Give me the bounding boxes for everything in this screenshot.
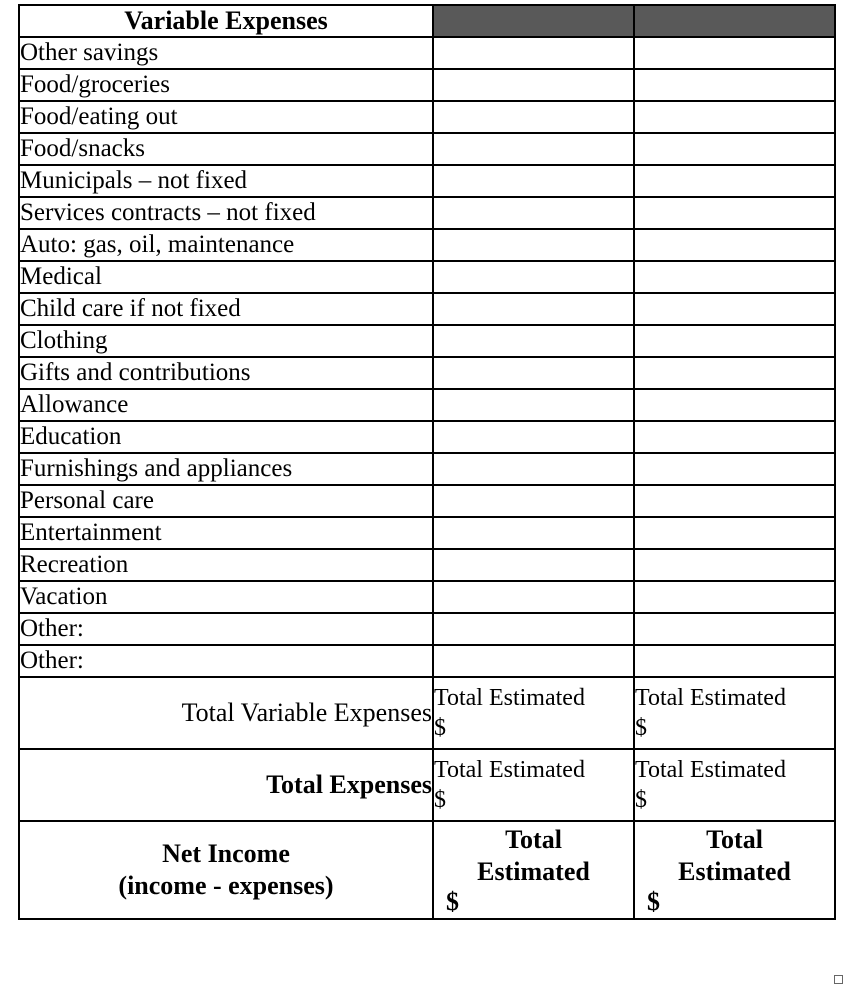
expense-row xyxy=(19,197,835,229)
expense-label: Medical xyxy=(19,261,433,293)
currency-symbol: $ xyxy=(434,787,446,813)
total-variable-row-label: Total Variable Expenses xyxy=(19,677,433,749)
expense-row xyxy=(19,133,835,165)
expense-label: Furnishings and appliances xyxy=(19,453,433,485)
total-estimated-cell[interactable] xyxy=(433,749,634,821)
estimate-cell-a[interactable] xyxy=(433,69,634,101)
total-estimated-label: Total Estimated xyxy=(635,685,786,711)
estimate-cell-a[interactable] xyxy=(433,357,634,389)
estimate-cell-a[interactable] xyxy=(433,37,634,69)
net-estimated-cell[interactable] xyxy=(433,821,634,919)
expense-row xyxy=(19,645,835,677)
currency-symbol: $ xyxy=(635,787,647,813)
expense-row xyxy=(19,485,835,517)
expense-row xyxy=(19,389,835,421)
expense-label: Municipals – not fixed xyxy=(19,165,433,197)
net-total-word: Total xyxy=(706,825,763,854)
expense-label: Entertainment xyxy=(19,517,433,549)
estimate-cell-a[interactable] xyxy=(433,293,634,325)
estimate-cell-b[interactable] xyxy=(634,389,835,421)
net-estimated-word: Estimated xyxy=(678,857,791,886)
estimate-cell-b[interactable] xyxy=(634,645,835,677)
expense-row xyxy=(19,69,835,101)
estimate-cell-b[interactable] xyxy=(634,581,835,613)
total-estimated-cell[interactable] xyxy=(433,677,634,749)
shaded-header-cell xyxy=(634,5,835,37)
expense-row xyxy=(19,549,835,581)
expense-label: Services contracts – not fixed xyxy=(19,197,433,229)
total-expenses-row-label: Total Expenses xyxy=(19,749,433,821)
expense-label: Food/groceries xyxy=(19,69,433,101)
expense-row xyxy=(19,421,835,453)
estimate-cell-b[interactable] xyxy=(634,421,835,453)
estimate-cell-a[interactable] xyxy=(433,229,634,261)
section-title: Variable Expenses xyxy=(19,5,433,37)
expense-label: Other: xyxy=(19,645,433,677)
currency-symbol: $ xyxy=(446,887,459,916)
estimate-cell-a[interactable] xyxy=(433,261,634,293)
expense-row xyxy=(19,517,835,549)
estimate-cell-a[interactable] xyxy=(433,421,634,453)
estimate-cell-b[interactable] xyxy=(634,293,835,325)
total-estimated-label: Total Estimated xyxy=(434,757,585,783)
total-estimated-cell[interactable] xyxy=(634,749,835,821)
expense-label: Recreation xyxy=(19,549,433,581)
estimate-cell-b[interactable] xyxy=(634,325,835,357)
estimate-cell-a[interactable] xyxy=(433,517,634,549)
header-row xyxy=(19,5,835,37)
estimate-cell-b[interactable] xyxy=(634,485,835,517)
net-income-row xyxy=(19,821,835,919)
expense-label: Other: xyxy=(19,613,433,645)
net-estimated-word: Estimated xyxy=(477,857,590,886)
net-income-subtitle: (income - expenses) xyxy=(118,871,334,900)
variable-expenses-table xyxy=(18,4,836,920)
estimate-cell-b[interactable] xyxy=(634,69,835,101)
estimate-cell-a[interactable] xyxy=(433,549,634,581)
total-estimated-label: Total Estimated xyxy=(635,757,786,783)
net-estimated-cell[interactable] xyxy=(634,821,835,919)
currency-symbol: $ xyxy=(647,887,660,916)
estimate-cell-b[interactable] xyxy=(634,613,835,645)
estimate-cell-a[interactable] xyxy=(433,133,634,165)
expense-row xyxy=(19,357,835,389)
total-expenses-row xyxy=(19,749,835,821)
expense-row xyxy=(19,229,835,261)
estimate-cell-b[interactable] xyxy=(634,229,835,261)
currency-symbol: $ xyxy=(434,715,446,741)
expense-row xyxy=(19,37,835,69)
estimate-cell-a[interactable] xyxy=(433,165,634,197)
expense-row xyxy=(19,293,835,325)
expense-label: Food/snacks xyxy=(19,133,433,165)
expense-label: Education xyxy=(19,421,433,453)
estimate-cell-b[interactable] xyxy=(634,517,835,549)
shaded-header-cell xyxy=(433,5,634,37)
estimate-cell-b[interactable] xyxy=(634,453,835,485)
expense-label: Child care if not fixed xyxy=(19,293,433,325)
expense-label: Gifts and contributions xyxy=(19,357,433,389)
estimate-cell-a[interactable] xyxy=(433,325,634,357)
table-resize-handle[interactable] xyxy=(834,975,843,984)
net-total-word: Total xyxy=(505,825,562,854)
estimate-cell-a[interactable] xyxy=(433,613,634,645)
expense-row xyxy=(19,325,835,357)
estimate-cell-a[interactable] xyxy=(433,389,634,421)
expense-label: Personal care xyxy=(19,485,433,517)
total-estimated-label: Total Estimated xyxy=(434,685,585,711)
estimate-cell-b[interactable] xyxy=(634,197,835,229)
estimate-cell-b[interactable] xyxy=(634,261,835,293)
expense-label: Other savings xyxy=(19,37,433,69)
estimate-cell-a[interactable] xyxy=(433,453,634,485)
net-income-title: Net Income xyxy=(162,839,290,868)
estimate-cell-b[interactable] xyxy=(634,37,835,69)
total-variable-row xyxy=(19,677,835,749)
estimate-cell-b[interactable] xyxy=(634,133,835,165)
estimate-cell-b[interactable] xyxy=(634,357,835,389)
estimate-cell-a[interactable] xyxy=(433,581,634,613)
expense-row xyxy=(19,101,835,133)
expense-label: Auto: gas, oil, maintenance xyxy=(19,229,433,261)
estimate-cell-a[interactable] xyxy=(433,485,634,517)
net-income-label xyxy=(19,821,433,919)
estimate-cell-a[interactable] xyxy=(433,645,634,677)
currency-symbol: $ xyxy=(635,715,647,741)
expense-label: Allowance xyxy=(19,389,433,421)
expense-label: Food/eating out xyxy=(19,101,433,133)
expense-label: Vacation xyxy=(19,581,433,613)
expense-row xyxy=(19,261,835,293)
expense-row xyxy=(19,613,835,645)
estimate-cell-b[interactable] xyxy=(634,101,835,133)
expense-row xyxy=(19,453,835,485)
expense-row xyxy=(19,165,835,197)
total-estimated-cell[interactable] xyxy=(634,677,835,749)
estimate-cell-a[interactable] xyxy=(433,101,634,133)
expense-row xyxy=(19,581,835,613)
estimate-cell-a[interactable] xyxy=(433,197,634,229)
expense-label: Clothing xyxy=(19,325,433,357)
estimate-cell-b[interactable] xyxy=(634,549,835,581)
estimate-cell-b[interactable] xyxy=(634,165,835,197)
